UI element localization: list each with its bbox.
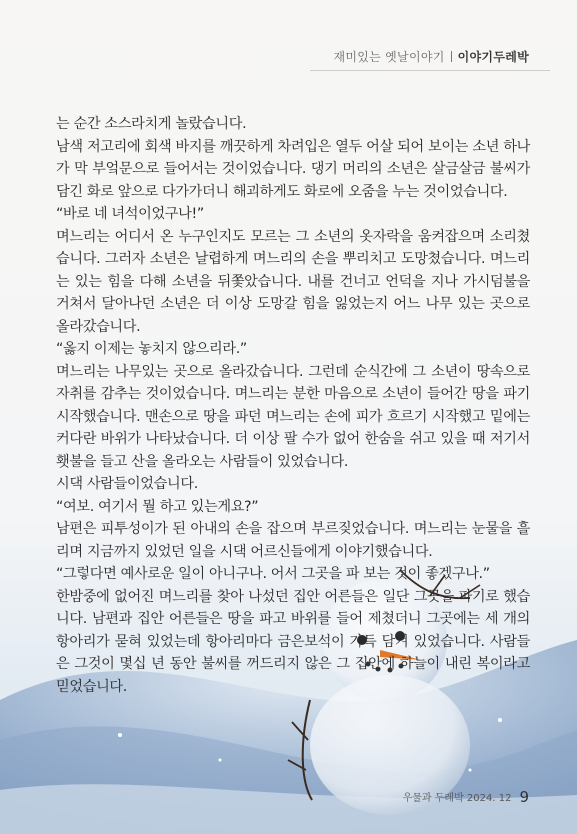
header-rule xyxy=(310,70,550,71)
dialogue-line: “옳지 이제는 놓치지 않으리라.” xyxy=(56,341,247,357)
magazine-issue: 우물과 두레박 2024. 12 xyxy=(402,793,512,804)
story-body xyxy=(56,113,530,698)
paragraph: 남편은 피투성이가 된 아내의 손을 잡으며 부르짖었습니다. 며느리는 눈물을 흘리며 지금까지 있었던 일을 시댁 어르신들에게 이야기했습니다. xyxy=(56,521,530,560)
dialogue-line: “그렇다면 예사로운 일이 아니구나. 어서 그곳을 파 보는 것이 좋겠구나.” xyxy=(56,566,490,582)
paragraph: 남색 저고리에 회색 바지를 깨끗하게 차려입은 열두 어살 되어 보이는 소년 하나가 막 부엌문으로 들어서는 것이었습니다. 댕기 머리의 소년은 살금살금 불씨가 담긴 화로 앞으로 다가가더니 해괴하게도 화로에 오줌을 누는 것이었습니다. xyxy=(56,138,530,200)
paragraph: 는 순간 소스라치게 놀랐습니다. xyxy=(56,116,247,132)
magazine-name: 이야기두레박 xyxy=(457,50,529,64)
page-number: 9 xyxy=(519,788,529,806)
dialogue-line: “여보. 여기서 뭘 하고 있는게요?” xyxy=(56,498,259,515)
paragraph: 며느리는 어디서 온 누구인지도 모르는 그 소년의 옷자락을 움켜잡으며 소리쳤습니다. 그러자 소년은 날렵하게 며느리의 손을 뿌리치고 도망쳤습니다. 며느리는 있는 힘을 다해 소년을 뒤쫓았습니다. 내를 건너고 언덕을 지나 가시덤불을 거쳐서 달아나던 소년은 더 이상 도망갈 힘을 잃었는지 어느 나무 있는 곳으로 올라갔습니다. xyxy=(56,228,530,335)
paragraph: 시댁 사람들이었습니다. xyxy=(56,476,198,492)
page-footer xyxy=(403,788,529,806)
header-divider xyxy=(451,51,452,62)
paragraph: 며느리는 나무있는 곳으로 올라갔습니다. 그런데 순식간에 그 소년이 땅속으로 자취를 감추는 것이었습니다. 며느리는 분한 마음으로 소년이 들어간 땅을 파기 시작했습니다. 맨손으로 땅을 파던 며느리는 손에 피가 흐르기 시작했고 밑에는 커다란 바위가 나타났습니다. 더 이상 팔 수가 없어 한숨을 쉬고 있을 때 저기서 횃불을 들고 산을 올라오는 사람들이 있었습니다. xyxy=(56,363,530,470)
paragraph: 한밤중에 없어진 며느리를 찾아 나섰던 집안 어른들은 일단 그곳을 파기로 했습니다. 남편과 집안 어른들은 땅을 파고 바위를 들어 제쳤더니 그곳에는 세 개의 항아리가 묻혀 있었는데 항아리마다 금은보석이 가득 담겨 있었습니다. 사람들은 그것이 몇십 년 동안 불씨를 꺼드리지 않은 그 집안에 하늘이 내린 복이라고 믿었습니다. xyxy=(56,588,530,695)
series-title: 재미있는 옛날이야기 xyxy=(333,50,445,64)
dialogue-line: “바로 네 녀석이었구나!” xyxy=(56,206,204,222)
running-header xyxy=(333,48,529,65)
